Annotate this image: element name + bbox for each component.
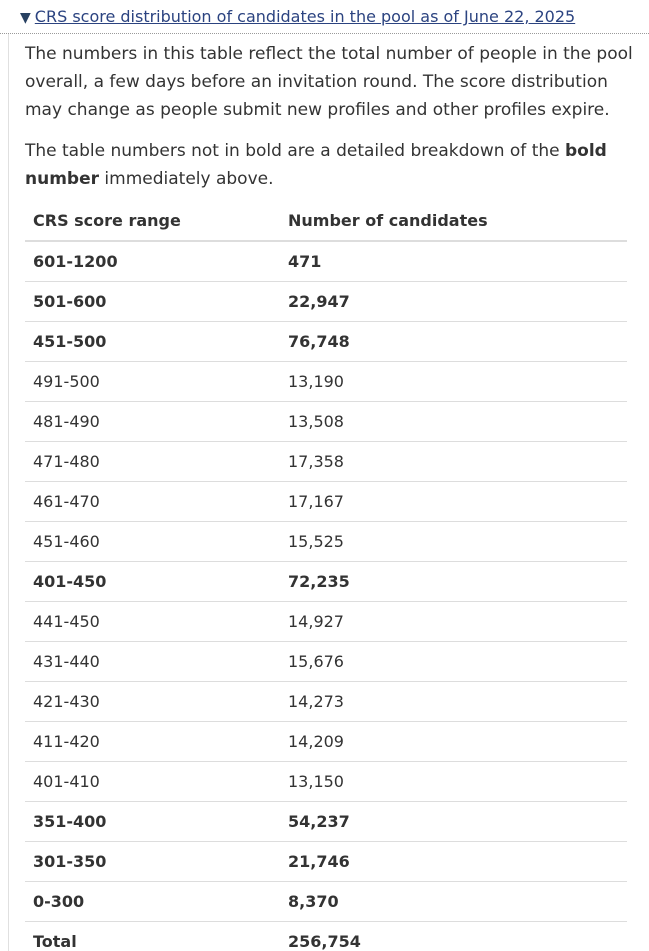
score-range-cell: 0-300 — [25, 882, 280, 922]
candidate-count-cell: 21,746 — [280, 842, 627, 882]
table-row — [25, 922, 627, 951]
details-summary-link[interactable]: CRS score distribution of candidates in the pool as of June 22, 2025 — [34, 7, 576, 26]
score-range-cell: 401-410 — [25, 762, 280, 802]
table-row — [25, 762, 627, 802]
score-range-cell: 421-430 — [25, 682, 280, 722]
table-body — [25, 241, 627, 951]
score-range-cell: 411-420 — [25, 722, 280, 762]
score-range-cell: 491-500 — [25, 362, 280, 402]
table-row — [25, 602, 627, 642]
candidate-count-cell: 256,754 — [280, 922, 627, 951]
candidate-count-cell: 14,927 — [280, 602, 627, 642]
table-row — [25, 362, 627, 402]
candidate-count-cell: 54,237 — [280, 802, 627, 842]
score-range-cell: 401-450 — [25, 562, 280, 602]
score-range-cell: 431-440 — [25, 642, 280, 682]
table-row — [25, 282, 627, 322]
table-row — [25, 522, 627, 562]
breakdown-note-text: The table numbers not in bold are a detailed breakdown of the — [25, 141, 565, 161]
table-header-row — [25, 201, 627, 241]
column-header-score-range: CRS score range — [25, 201, 280, 241]
candidate-count-cell: 76,748 — [280, 322, 627, 362]
table-row — [25, 322, 627, 362]
column-header-candidates: Number of candidates — [280, 201, 627, 241]
candidate-count-cell: 72,235 — [280, 562, 627, 602]
score-range-cell: 471-480 — [25, 442, 280, 482]
table-row — [25, 722, 627, 762]
candidate-count-cell: 471 — [280, 241, 627, 282]
breakdown-note-bold: bold number — [25, 141, 607, 189]
candidate-count-cell: 22,947 — [280, 282, 627, 322]
candidate-count-cell: 14,209 — [280, 722, 627, 762]
table-row — [25, 402, 627, 442]
intro-paragraph: The numbers in this table reflect the total number of people in the pool overall, a few days before an invitation round. The score distribution may change as people submit new profiles and other profiles expire. — [25, 44, 633, 120]
score-range-cell: 481-490 — [25, 402, 280, 442]
score-range-cell: 501-600 — [25, 282, 280, 322]
candidate-count-cell: 14,273 — [280, 682, 627, 722]
disclosure-triangle-icon: ▼ — [20, 10, 31, 26]
table-row — [25, 442, 627, 482]
candidate-count-cell: 15,676 — [280, 642, 627, 682]
table-row — [25, 802, 627, 842]
breakdown-note — [25, 137, 635, 193]
score-range-cell: 441-450 — [25, 602, 280, 642]
score-range-cell: 451-460 — [25, 522, 280, 562]
candidate-count-cell: 17,167 — [280, 482, 627, 522]
table-row — [25, 562, 627, 602]
candidate-count-cell: 17,358 — [280, 442, 627, 482]
table-row — [25, 642, 627, 682]
candidate-count-cell: 13,150 — [280, 762, 627, 802]
score-range-cell: 451-500 — [25, 322, 280, 362]
table-row — [25, 482, 627, 522]
score-range-cell: 601-1200 — [25, 241, 280, 282]
table-row — [25, 241, 627, 282]
candidate-count-cell: 8,370 — [280, 882, 627, 922]
score-range-cell: 301-350 — [25, 842, 280, 882]
score-range-cell: 351-400 — [25, 802, 280, 842]
candidate-count-cell: 13,190 — [280, 362, 627, 402]
score-range-cell: Total — [25, 922, 280, 951]
details-summary[interactable] — [0, 0, 649, 34]
breakdown-note-text-end: immediately above. — [99, 169, 274, 189]
candidate-count-cell: 15,525 — [280, 522, 627, 562]
table-row — [25, 842, 627, 882]
score-range-cell: 461-470 — [25, 482, 280, 522]
table-row — [25, 682, 627, 722]
candidate-count-cell: 13,508 — [280, 402, 627, 442]
crs-distribution-table — [25, 201, 627, 951]
table-row — [25, 882, 627, 922]
